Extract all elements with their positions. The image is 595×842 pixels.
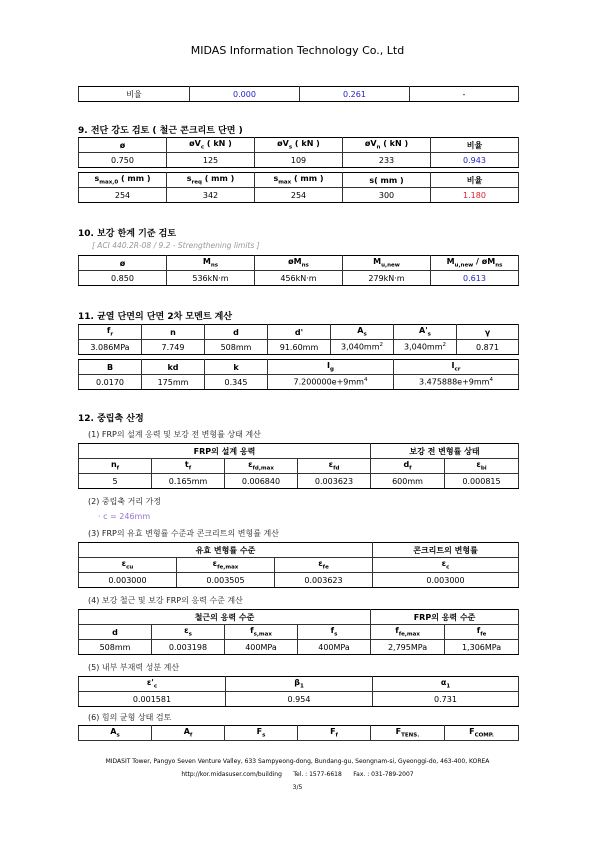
cell: 400MPa <box>298 640 371 655</box>
cell: 0.731 <box>373 692 519 707</box>
cell: 109 <box>255 153 343 168</box>
cell: 1,306MPa <box>445 640 519 655</box>
col-header: $\varepsilon_{bi}$ <box>445 459 519 474</box>
col-header: $\varepsilon_{fd}$ <box>298 459 371 474</box>
group-header: FRP의 응력 수준 <box>371 610 519 625</box>
cell: 0.003000 <box>79 573 177 588</box>
col-header: $øV_c$ ( kN ) <box>167 138 255 153</box>
col-header: $\varepsilon_{fd,max}$ <box>225 459 298 474</box>
col-header: $\alpha_1$ <box>373 677 519 692</box>
col-header: s( mm ) <box>343 173 431 188</box>
col-header: $f_{fe}$ <box>445 625 519 640</box>
col-header: k <box>205 360 268 375</box>
cell: $3,040mm^2$ <box>331 340 394 355</box>
col-header: $A'_s$ <box>394 325 457 340</box>
col-header: ø <box>79 256 167 271</box>
force-balance-table <box>78 725 519 741</box>
ratio-label: 비율 <box>79 87 190 102</box>
ratio-row-table <box>78 86 519 102</box>
col-header: $A_s$ <box>79 726 152 741</box>
cell: 600mm <box>371 474 445 489</box>
section-9-title: 9. 전단 강도 검토 ( 철근 콘크리트 단면 ) <box>78 126 243 136</box>
neutral-axis-note: · c = 246mm <box>98 512 151 521</box>
col-header: $F_{TENS.}$ <box>371 726 445 741</box>
section-10-title: 10. 보강 한계 기준 검토 <box>78 229 177 239</box>
col-header: $øM_{ns}$ <box>255 256 343 271</box>
cracked-moment-table-2 <box>78 359 519 390</box>
col-header: $f_{fe,max}$ <box>371 625 445 640</box>
internal-force-table <box>78 676 519 707</box>
col-header: d <box>79 625 152 640</box>
col-header: $d_f$ <box>371 459 445 474</box>
col-header: $M_{u,new}$ / $øM_{ns}$ <box>431 256 519 271</box>
col-header: B <box>79 360 142 375</box>
group-header: 유효 변형률 수준 <box>79 543 373 558</box>
cell: 508mm <box>205 340 268 355</box>
ratio-cell: 1.180 <box>431 188 519 203</box>
col-header: γ <box>457 325 519 340</box>
effective-strain-table <box>78 542 519 588</box>
footer-address: MIDASIT Tower, Pangyo Seven Venture Valley, 633 Sampyeong-dong, Bundang-gu, Seongnam-si, Gyeonggi-do, 463-400, KOREA <box>105 758 490 765</box>
cell: 0.850 <box>79 271 167 286</box>
cell: 300 <box>343 188 431 203</box>
col-header: $s_{req}$ ( mm ) <box>167 173 255 188</box>
cell: 91.60mm <box>268 340 331 355</box>
col-header: $F_s$ <box>225 726 298 741</box>
cell: $3.475888e+9mm^4$ <box>394 375 519 390</box>
frp-stress-table <box>78 443 519 489</box>
cell: 2,795MPa <box>371 640 445 655</box>
cell: 0.954 <box>226 692 373 707</box>
cell: 0.006840 <box>225 474 298 489</box>
col-header: $f_{s,max}$ <box>225 625 298 640</box>
strengthening-limit-table <box>78 255 519 286</box>
subsection-title: (4) 보강 철근 및 보강 FRP의 응력 수준 계산 <box>88 596 243 605</box>
ratio-value: 0.261 <box>300 87 410 102</box>
col-header: kd <box>142 360 205 375</box>
col-header: $f_r$ <box>79 325 142 340</box>
col-header: n <box>142 325 205 340</box>
shear-table-1 <box>78 137 519 168</box>
reference-note: [ ACI 440.2R-08 / 9.2 - Strengthening limits ] <box>92 241 260 250</box>
col-header: $\varepsilon_{fe,max}$ <box>177 558 275 573</box>
company-header: MIDAS Information Technology Co., Ltd <box>190 44 405 57</box>
cracked-moment-table-1 <box>78 324 519 355</box>
col-header: $F_{COMP.}$ <box>445 726 519 741</box>
cell: 0.0170 <box>79 375 142 390</box>
col-header: $f_s$ <box>298 625 371 640</box>
subsection-title: (6) 힘의 균형 상태 검토 <box>88 713 172 722</box>
cell: 0.750 <box>79 153 167 168</box>
subsection-title: (5) 내부 부재력 성분 계산 <box>88 663 180 672</box>
col-header: 비율 <box>431 138 519 153</box>
col-header: $\varepsilon'_c$ <box>79 677 226 692</box>
cell: 0.165mm <box>152 474 225 489</box>
stress-level-table <box>78 609 519 655</box>
ratio-value: - <box>410 87 519 102</box>
col-header: ø <box>79 138 167 153</box>
cell: 0.003505 <box>177 573 275 588</box>
section-12-title: 12. 중립축 산정 <box>78 414 144 424</box>
ratio-value: 0.000 <box>190 87 300 102</box>
cell: 279kN·m <box>343 271 431 286</box>
cell: 0.001581 <box>79 692 226 707</box>
col-header: $n_f$ <box>79 459 152 474</box>
subsection-title: (3) FRP의 유효 변형률 수준과 콘크리트의 변형률 계산 <box>88 529 279 538</box>
col-header: $\varepsilon_s$ <box>152 625 225 640</box>
col-header: $s_{max,0}$ ( mm ) <box>79 173 167 188</box>
cell: 7.749 <box>142 340 205 355</box>
cell: $3,040mm^2$ <box>394 340 457 355</box>
cell: 0.000815 <box>445 474 519 489</box>
subsection-title: (1) FRP의 설계 응력 및 보강 전 변형률 상태 계산 <box>88 430 261 439</box>
cell: 400MPa <box>225 640 298 655</box>
cell: 125 <box>167 153 255 168</box>
col-header: d' <box>268 325 331 340</box>
col-header: $I_g$ <box>268 360 394 375</box>
cell: 175mm <box>142 375 205 390</box>
ratio-cell: 0.943 <box>431 153 519 168</box>
col-header: $\beta_1$ <box>226 677 373 692</box>
cell: 536kN·m <box>167 271 255 286</box>
col-header: $øV_n$ ( kN ) <box>343 138 431 153</box>
col-header: $\varepsilon_c$ <box>373 558 519 573</box>
col-header: $F_f$ <box>298 726 371 741</box>
col-header: $s_{max}$ ( mm ) <box>255 173 343 188</box>
cell: $7.200000e+9mm^4$ <box>268 375 394 390</box>
cell: 0.003623 <box>298 474 371 489</box>
cell: 233 <box>343 153 431 168</box>
col-header: $t_f$ <box>152 459 225 474</box>
cell: 0.003000 <box>373 573 519 588</box>
shear-table-2 <box>78 172 519 203</box>
cell: 0.345 <box>205 375 268 390</box>
footer-contact: http://kor.midasuser.com/building Tel. : 1577-6618 Fax. : 031-789-2007 <box>181 771 414 778</box>
group-header: 보강 전 변형률 상태 <box>371 444 519 459</box>
cell: 5 <box>79 474 152 489</box>
cell: 3.086MPa <box>79 340 142 355</box>
col-header: $A_s$ <box>331 325 394 340</box>
col-header: 비율 <box>431 173 519 188</box>
cell: 342 <box>167 188 255 203</box>
group-header: 철근의 응력 수준 <box>79 610 371 625</box>
cell: 0.003198 <box>152 640 225 655</box>
group-header: 콘크리트의 변형률 <box>373 543 519 558</box>
cell: 254 <box>255 188 343 203</box>
group-header: FRP의 설계 응력 <box>79 444 371 459</box>
col-header: $øV_s$ ( kN ) <box>255 138 343 153</box>
col-header: $I_{cr}$ <box>394 360 519 375</box>
page-number: 3/5 <box>292 784 303 791</box>
col-header: $M_{u,new}$ <box>343 256 431 271</box>
col-header: d <box>205 325 268 340</box>
col-header: $M_{ns}$ <box>167 256 255 271</box>
cell: 0.003623 <box>275 573 373 588</box>
col-header: $A_f$ <box>152 726 225 741</box>
cell: 0.871 <box>457 340 519 355</box>
cell: 456kN·m <box>255 271 343 286</box>
subsection-title: (2) 중립축 거리 가정 <box>88 497 162 506</box>
cell: 254 <box>79 188 167 203</box>
col-header: $\varepsilon_{fe}$ <box>275 558 373 573</box>
ratio-cell: 0.613 <box>431 271 519 286</box>
col-header: $\varepsilon_{cu}$ <box>79 558 177 573</box>
cell: 508mm <box>79 640 152 655</box>
section-11-title: 11. 균열 단면의 단면 2차 모멘트 계산 <box>78 312 233 322</box>
